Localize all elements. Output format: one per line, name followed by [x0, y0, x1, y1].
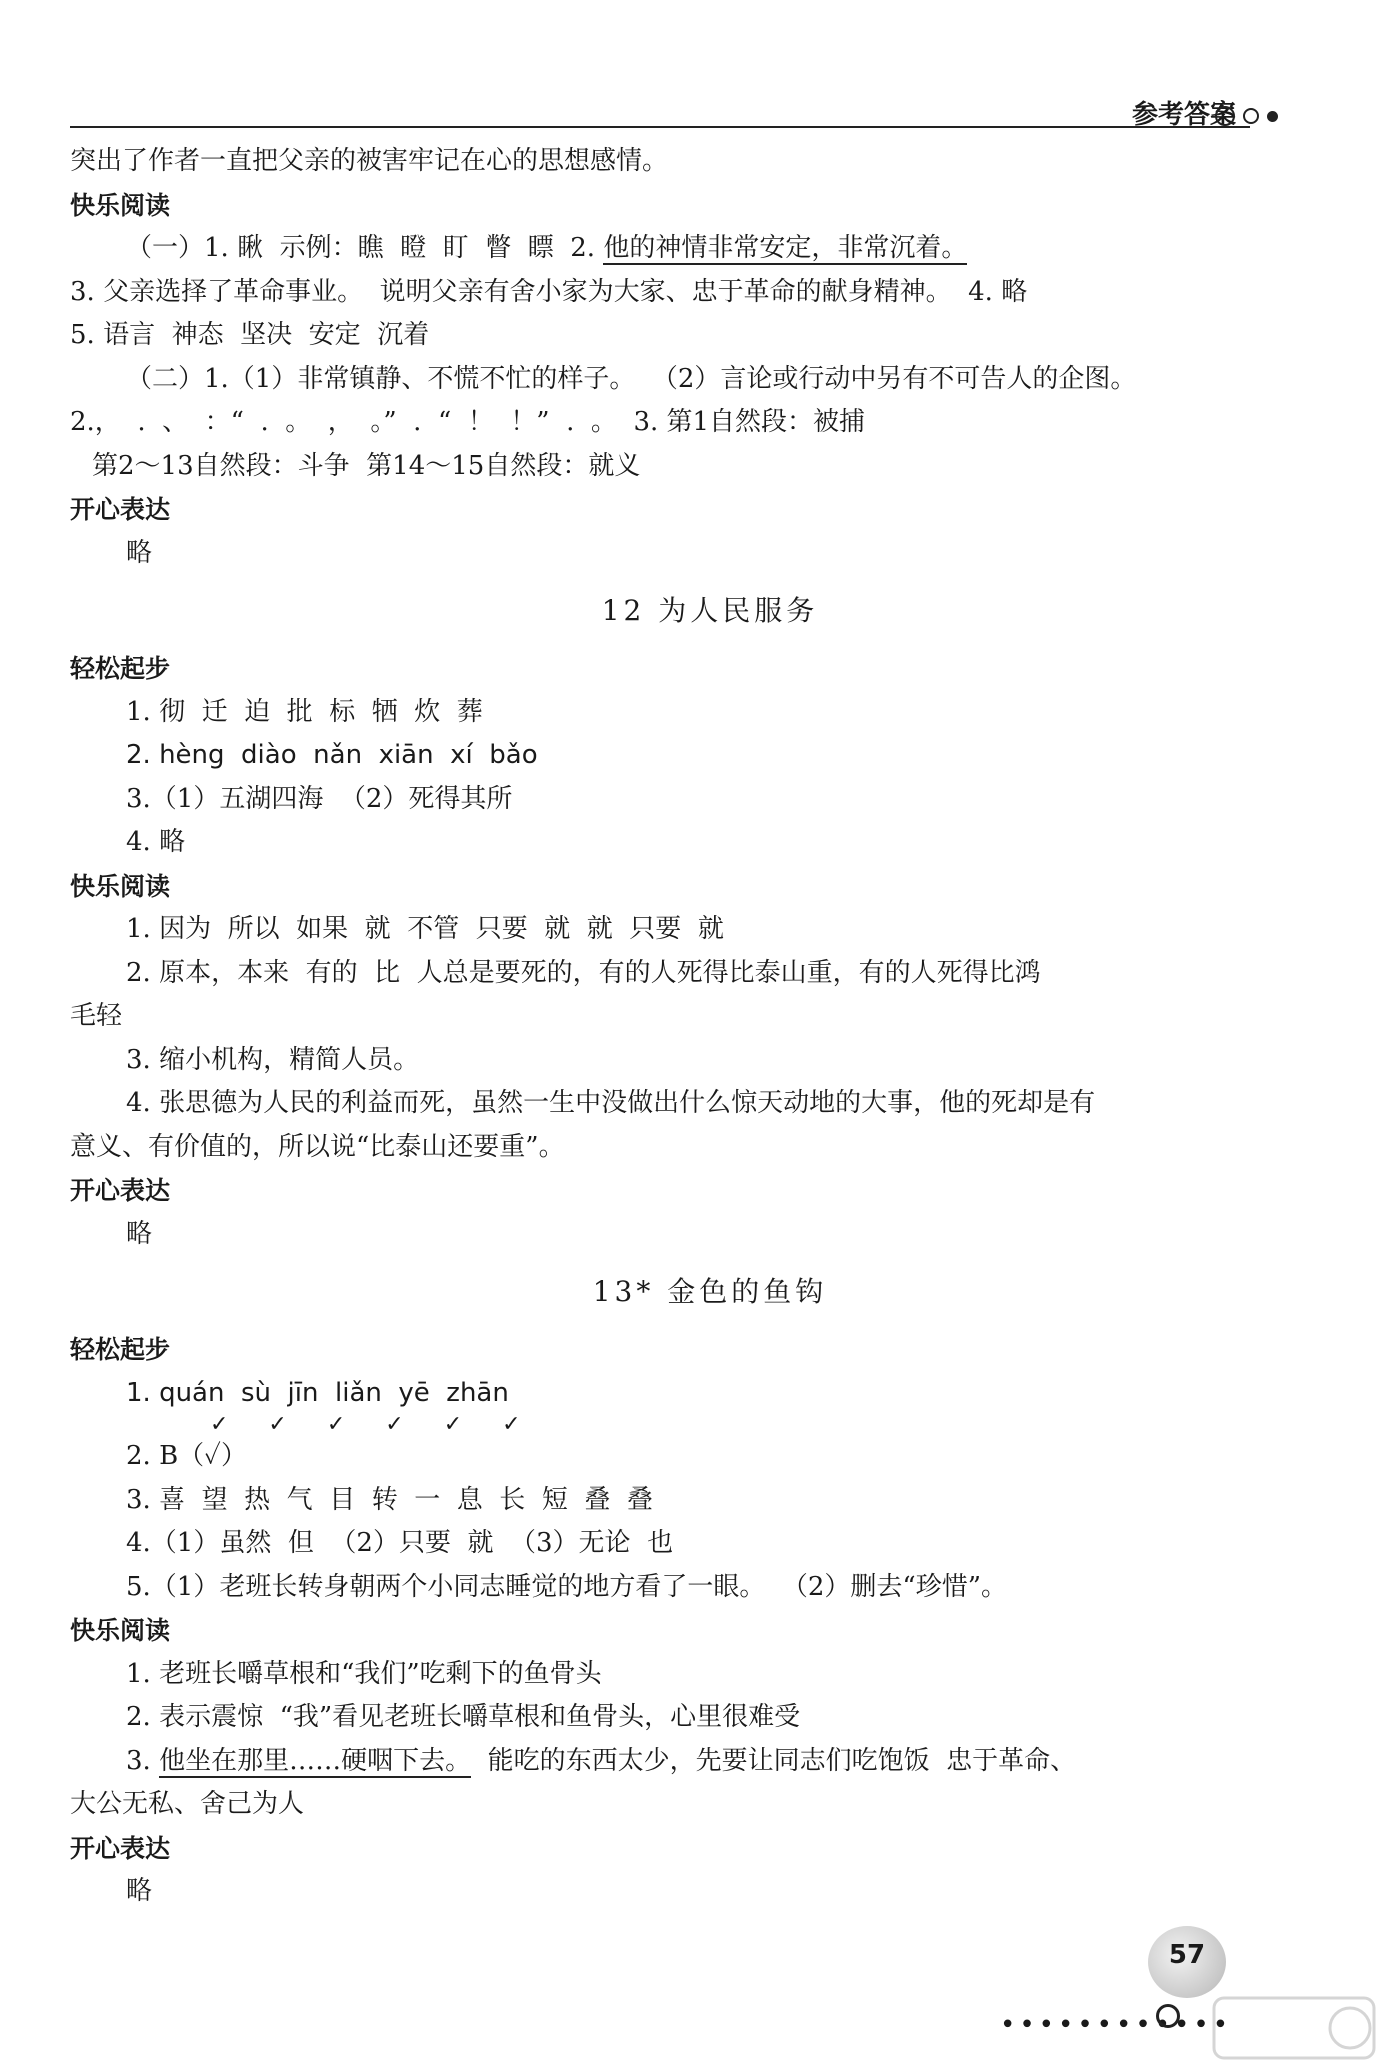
- section-heading: 轻松起步: [70, 1335, 171, 1364]
- watermark-logo: [1210, 1990, 1380, 2065]
- answer-line: 5.（1）老班长转身朝两个小同志睡觉的地方看了一眼。 （2）删去“珍惜”。: [126, 1571, 1008, 1602]
- answer-line: 3. 缩小机构，精简人员。: [126, 1044, 420, 1075]
- answer-line: 2. 表示震惊 “我”看见老班长嚼草根和鱼骨头，心里很难受: [126, 1702, 801, 1732]
- answer-content: [70, 140, 1250, 1914]
- answer-line: （二）1.（1）非常镇静、不慌不忙的样子。 （2）言论或行动中另有不可告人的企图。: [126, 363, 1137, 394]
- dot-icon: [1267, 111, 1278, 122]
- answer-line: 略: [126, 1218, 153, 1249]
- circle-icon: [1156, 2004, 1180, 2028]
- answer-line: 略: [126, 537, 153, 568]
- header-circle-decoration: [1215, 106, 1278, 126]
- answer-line: 2. 原本，本来 有的 比 人总是要死的，有的人死得比泰山重，有的人死得比鸿: [126, 957, 1041, 988]
- section-heading: 轻松起步: [70, 654, 171, 683]
- circle-icon: [1243, 108, 1259, 124]
- answer-line: 5. 语言 神态 坚决 安定 沉着: [70, 320, 430, 350]
- section-heading: 快乐阅读: [70, 871, 171, 901]
- answer-line: 2. B（✓）: [126, 1441, 247, 1471]
- page-number: 57: [1168, 1940, 1206, 1970]
- section-heading: 快乐阅读: [70, 1616, 171, 1645]
- answer-line: ✓✓✓✓✓✓: [210, 1412, 561, 1437]
- answer-text: （一）1. 瞅 示例：瞧 瞪 盯 瞥 瞟 2.: [126, 233, 604, 263]
- answer-line: 4.（1）虽然 但 （2）只要 就 （3）无论 也: [126, 1528, 674, 1558]
- answer-line: 4. 张思德为人民的利益而死，虽然一生中没做出什么惊天动地的大事，他的死却是有: [126, 1088, 1096, 1118]
- answer-line: 1. 因为 所以 如果 就 不管 只要 就 就 只要 就: [126, 914, 724, 944]
- answer-line: 3.（1）五湖四海 （2）死得其所: [126, 783, 513, 814]
- answer-line: 1. 彻 迁 迫 批 标 牺 炊 葬: [126, 696, 483, 727]
- answer-line: 3. 父亲选择了革命事业。 说明父亲有舍小家为大家、忠于革命的献身精神。 4. 略: [70, 276, 1028, 307]
- answer-line: 1. 老班长嚼草根和“我们”吃剩下的鱼骨头: [126, 1658, 602, 1689]
- answer-line: 突出了作者一直把父亲的被害牢记在心的思想感情。: [70, 146, 669, 176]
- answer-line: 大公无私、舍己为人: [70, 1789, 305, 1819]
- answer-line: 1. quán sù jīn liǎn yē zhān: [126, 1377, 509, 1408]
- answer-line: 意义、有价值的，所以说“比泰山还要重”。: [70, 1131, 565, 1162]
- lesson-title: 13* 金色的鱼钩: [592, 1275, 828, 1308]
- section-heading: 开心表达: [70, 1176, 171, 1205]
- section-heading: 开心表达: [70, 495, 171, 524]
- answer-text: 能吃的东西太少，先要让同志们吃饱饭 忠于革命、: [471, 1745, 1077, 1776]
- lesson-title: 12 为人民服务: [601, 594, 819, 627]
- header-rule: [70, 126, 1250, 128]
- answer-line: 略: [126, 1876, 153, 1906]
- answer-line: 2. hèng diào nǎn xiān xí bǎo: [126, 740, 538, 770]
- answer-line: 4. 略: [126, 827, 186, 857]
- header-title: 参考答案: [1131, 100, 1236, 130]
- underlined-text: 他的神情非常安定，非常沉着。: [603, 233, 968, 263]
- section-heading: 快乐阅读: [70, 190, 171, 220]
- footer-dot-leader: ••••••••••••: [1000, 2010, 1233, 2040]
- answer-line: 第2～13自然段：斗争 第14～15自然段：就义: [92, 450, 641, 481]
- answer-line: [70, 227, 1250, 271]
- answer-line: 3. 喜 望 热 气 目 转 一 息 长 短 叠 叠: [126, 1484, 653, 1515]
- answer-line: 毛轻: [70, 1001, 123, 1031]
- answer-prefix: 3.: [126, 1745, 160, 1776]
- answer-line: [70, 1740, 1250, 1784]
- circle-icon: [1215, 106, 1235, 126]
- section-heading: 开心表达: [70, 1833, 171, 1863]
- underlined-text: 他坐在那里……硬咽下去。: [159, 1745, 472, 1776]
- answer-line: 2.， . 、 ：“ . 。 ， 。” . “ ！ ！” . 。 3. 第1自然段：被捕: [70, 407, 866, 437]
